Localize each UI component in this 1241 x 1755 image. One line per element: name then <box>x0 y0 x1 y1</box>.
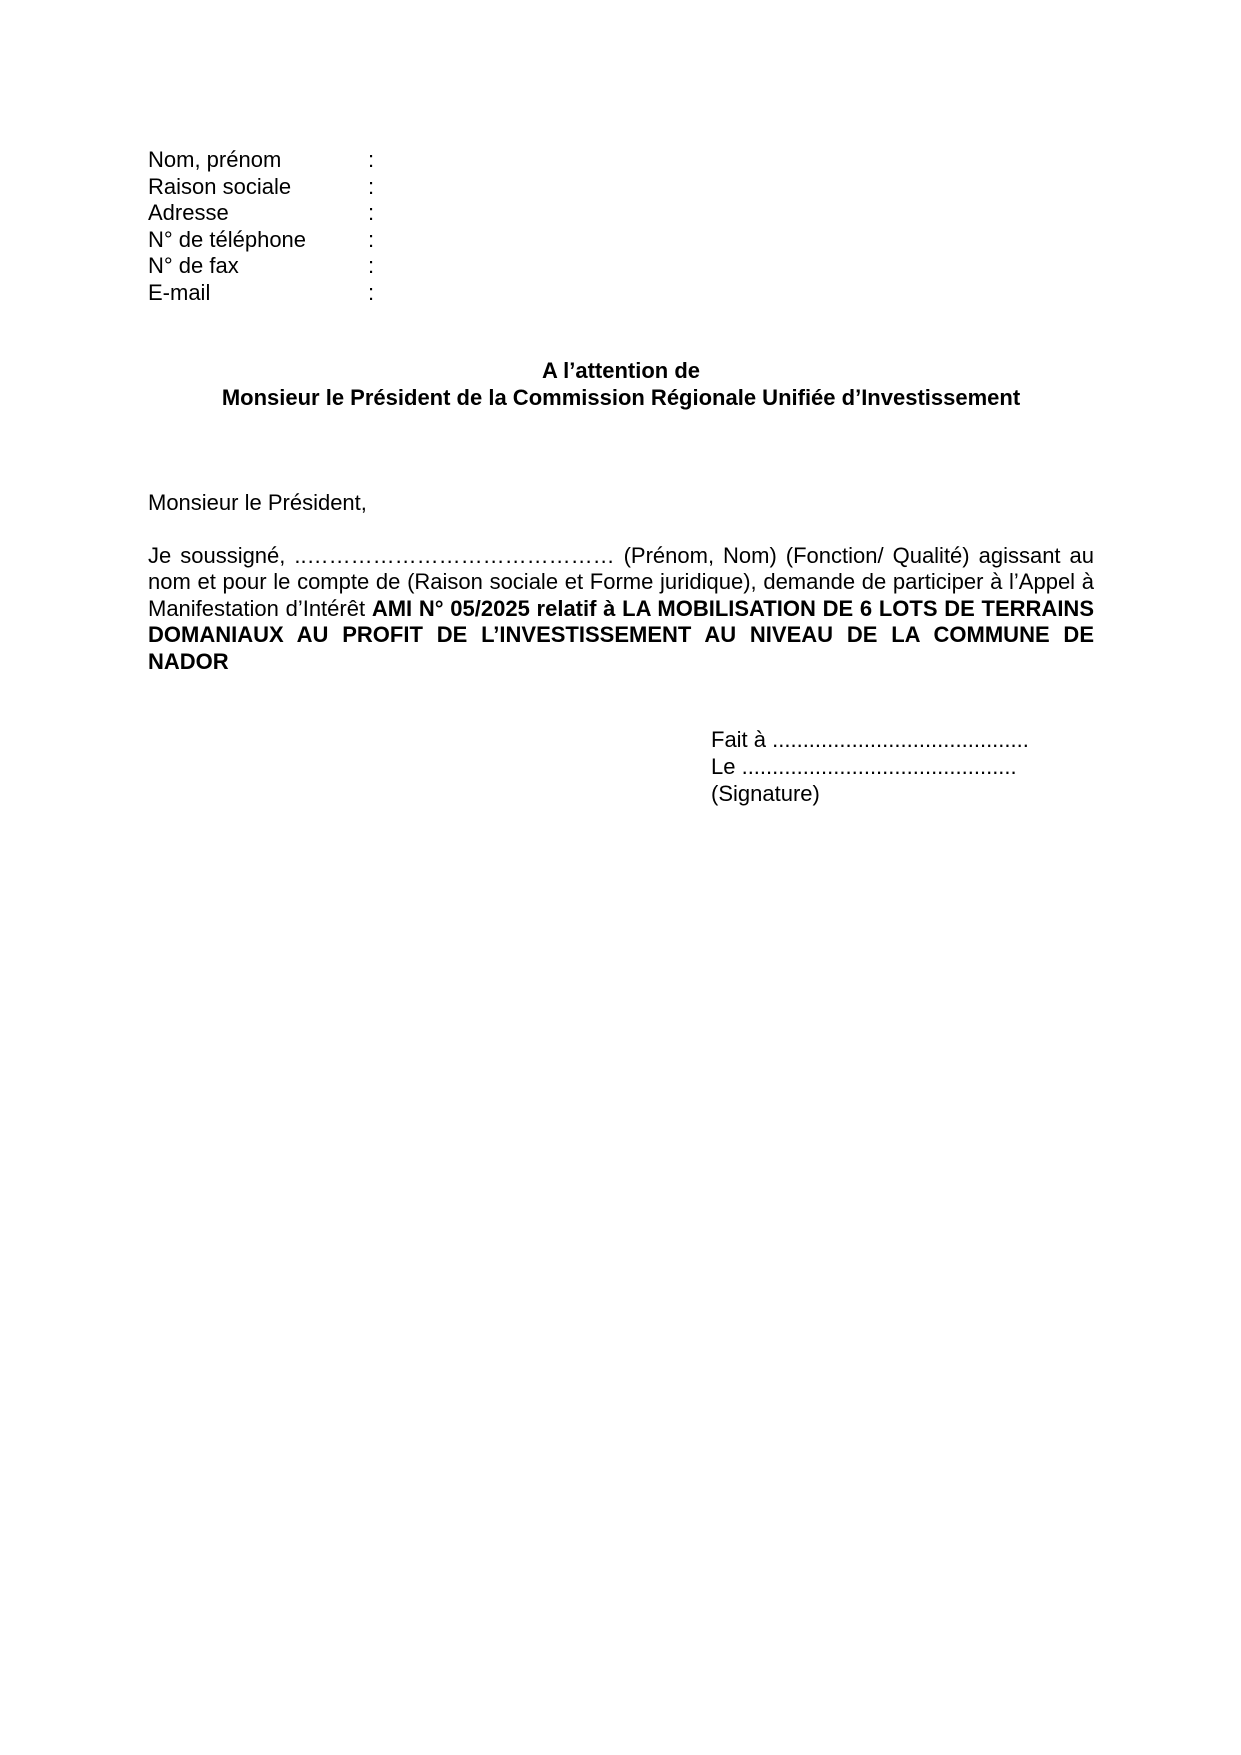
sender-field-label: N° de téléphone <box>148 226 307 252</box>
attention-recipient: Monsieur le Président de la Commission Régionale Unifiée d’Investissement <box>221 385 1021 410</box>
sender-field-colon: : <box>368 173 375 199</box>
sender-field-label: Nom, prénom <box>148 147 282 172</box>
attention-line-1: A l’attention de <box>541 358 701 383</box>
sender-field-email <box>148 280 548 307</box>
sender-field-colon: : <box>368 147 375 172</box>
signature-block <box>711 727 1091 807</box>
sender-field-raison-sociale <box>148 174 548 201</box>
sender-field-label: E-mail <box>148 279 211 305</box>
sender-field-adresse <box>148 200 548 227</box>
letter-salutation: Monsieur le Président, <box>148 490 367 515</box>
sender-field-colon: : <box>368 200 375 225</box>
letter-body-bold-subject: AMI N° 05/2025 relatif à LA MOBILISATION DE 6 LOTS DE TERRAINS DOMANIAUX AU PROFIT DE L’INVESTISSEMENT AU NIVEAU DE LA COMMUNE DE NADOR <box>148 595 1094 674</box>
sender-field-fax <box>148 253 548 280</box>
sender-field-label: Raison sociale <box>148 173 292 199</box>
sender-field-label: Adresse <box>148 200 229 225</box>
sender-field-colon: : <box>368 279 375 305</box>
sender-field-telephone <box>148 227 548 254</box>
sender-field-colon: : <box>368 226 375 252</box>
signature-date: Le ............................................. <box>711 753 1017 779</box>
attention-heading <box>148 358 1094 412</box>
sender-info-block <box>148 147 548 306</box>
letter-body-paragraph <box>148 543 1094 675</box>
sender-field-colon: : <box>368 253 375 278</box>
signature-label: (Signature) <box>711 780 820 806</box>
letter-body-text: Je soussigné, ..…………………………………… (Prénom, Nom) (Fonction/ Qualité) agissant au nom et pour le compte de (Raison sociale et Forme juridique), demande de participer à l’Appel à Manifestation d’Intérêt <box>148 543 1094 621</box>
sender-field-nom-prenom <box>148 147 548 174</box>
sender-field-label: N° de fax <box>148 253 239 278</box>
signature-place: Fait à .......................................... <box>711 727 1029 752</box>
